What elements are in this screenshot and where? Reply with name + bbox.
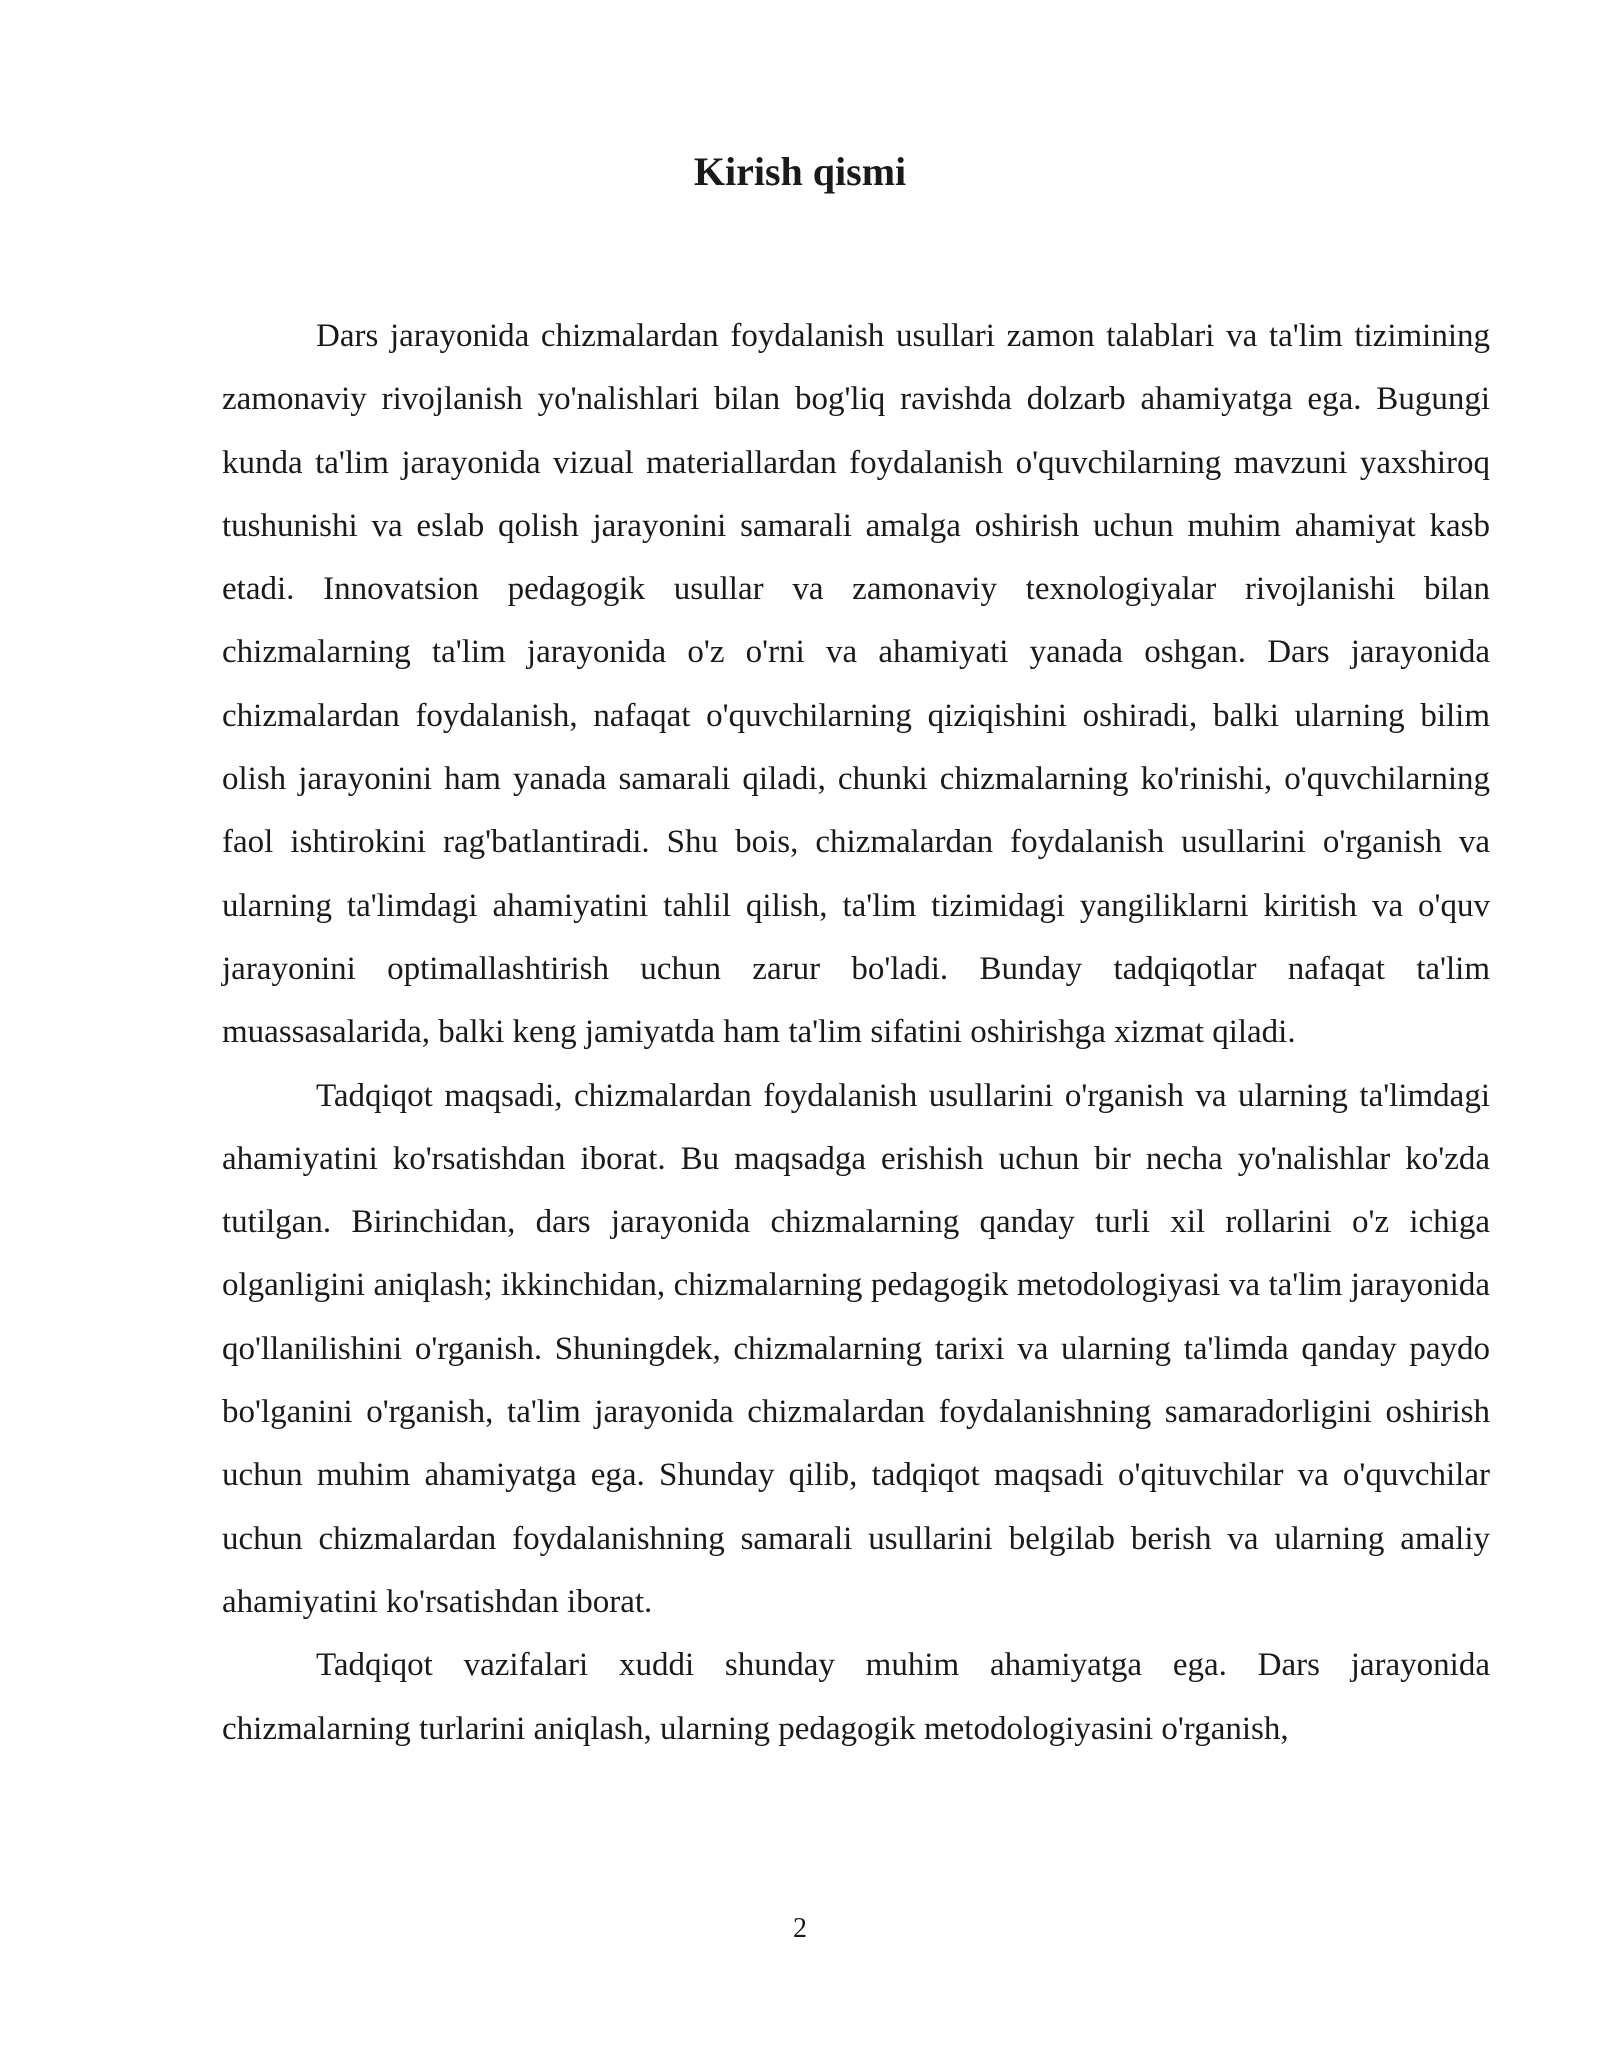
page-number: 2 <box>793 1913 807 1944</box>
paragraph-3: Tadqiqot vazifalari xuddi shunday muhim ahamiyatga ega. Dars jarayonida chizmalarning turlarini aniqlash, ularning pedagogik metodologiyasini o'rganish, <box>222 1647 1490 1747</box>
paragraph-2: Tadqiqot maqsadi, chizmalardan foydalanish usullarini o'rganish va ularning ta'limdagi ahamiyatini ko'rsatishdan iborat. Bu maqsadga erishish uchun bir necha yo'nalishlar ko'zda tutilgan. Birinchidan, dars jarayonida chizmalarning qanday turli xil rollarini o'z ichiga olganligini aniqlash; ikkinchidan, chizmalarning pedagogik metodologiyasi va ta'lim jarayonida qo'llanilishini o'rganish. Shuningdek, chizmalarning tarixi va ularning ta'limda qanday paydo bo'lganini o'rganish, ta'lim jarayonida chizmalardan foydalanishning samaradorligini oshirish uchun muhim ahamiyatga ega. Shunday qilib, tadqiqot maqsadi o'qituvchilar va o'quvchilar uchun chizmalardan foydalanishning samarali usullarini belgilab berish va ularning amaliy ahamiyatini ko'rsatishdan iborat. <box>222 1077 1490 1620</box>
page-title: Kirish qismi <box>693 149 907 194</box>
paragraph-1: Dars jarayonida chizmalardan foydalanish usullari zamon talablari va ta'lim tizimining zamonaviy rivojlanish yo'nalishlari bilan bog'liq ravishda dolzarb ahamiyatga ega. Bugungi kunda ta'lim jarayonida vizual materiallardan foydalanish o'quvchilarning mavzuni yaxshiroq tushunishi va eslab qolish jarayonini samarali amalga oshirish uchun muhim ahamiyat kasb etadi. Innovatsion pedagogik usullar va zamonaviy texnologiyalar rivojlanishi bilan chizmalarning ta'lim jarayonida o'z o'rni va ahamiyati yanada oshgan. Dars jarayonida chizmalardan foydalanish, nafaqat o'quvchilarning qiziqishini oshiradi, balki ularning bilim olish jarayonini ham yanada samarali qiladi, chunki chizmalarning ko'rinishi, o'quvchilarning faol ishtirokini rag'batlantiradi. Shu bois, chizmalardan foydalanish usullarini o'rganish va ularning ta'limdagi ahamiyatini tahlil qilish, ta'lim tizimidagi yangiliklarni kiritish va o'quv jarayonini optimallashtirish uchun zarur bo'ladi. Bunday tadqiqotlar nafaqat ta'lim muassasalarida, balki keng jamiyatda ham ta'lim sifatini oshirishga xizmat qiladi. <box>222 318 1490 1051</box>
body-text <box>222 305 1490 1761</box>
